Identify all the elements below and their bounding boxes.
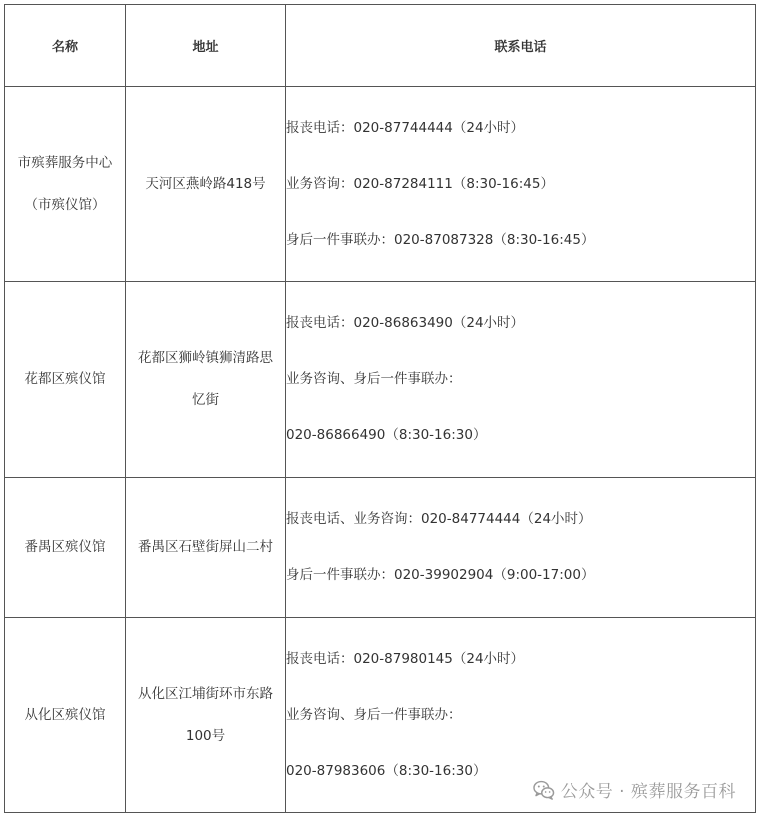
- address-line: 番禺区石壁街屏山二村: [138, 539, 273, 556]
- phone-line: 身后一件事联办：020-39902904（9:00-17:00）: [286, 567, 595, 584]
- address-line: 从化区江埔街环市东路: [138, 685, 273, 702]
- name-line: 市殡葬服务中心: [17, 155, 113, 172]
- address-cell: [126, 477, 286, 617]
- phone-line: 020-86866490（8:30-16:30）: [286, 427, 487, 444]
- table-row: [5, 282, 756, 477]
- table-row: [5, 477, 756, 617]
- address-cell: [126, 282, 286, 477]
- funeral-home-table: [4, 4, 756, 813]
- phone-line: 报丧电话、业务咨询：020-84774444（24小时）: [286, 511, 592, 528]
- phone-line: 业务咨询：020-87284111（8:30-16:45）: [286, 176, 554, 193]
- phone-line: 报丧电话：020-87744444（24小时）: [286, 120, 525, 137]
- header-name: 名称: [5, 5, 126, 87]
- wechat-icon: [533, 780, 555, 800]
- address-cell: [126, 617, 286, 812]
- phone-line: 报丧电话：020-86863490（24小时）: [286, 315, 525, 332]
- name-cell: [5, 477, 126, 617]
- address-line: 100号: [185, 727, 226, 744]
- name-line: 从化区殡仪馆: [24, 706, 106, 723]
- phone-line: 020-87983606（8:30-16:30）: [286, 762, 487, 779]
- table-header-row: [5, 5, 756, 87]
- phone-cell: [286, 87, 756, 282]
- address-line: 忆街: [192, 392, 219, 409]
- address-cell: [126, 87, 286, 282]
- table-row: [5, 87, 756, 282]
- address-line: 天河区燕岭路418号: [145, 176, 266, 193]
- name-cell: [5, 617, 126, 812]
- name-line: 番禺区殡仪馆: [24, 539, 106, 556]
- header-phone: 联系电话: [286, 5, 756, 87]
- phone-cell: [286, 282, 756, 477]
- phone-line: 报丧电话：020-87980145（24小时）: [286, 650, 525, 667]
- name-cell: [5, 87, 126, 282]
- name-cell: [5, 282, 126, 477]
- phone-line: 身后一件事联办：020-87087328（8:30-16:45）: [286, 232, 595, 249]
- phone-line: 业务咨询、身后一件事联办：: [286, 706, 462, 723]
- phone-line: 业务咨询、身后一件事联办：: [286, 371, 462, 388]
- name-line: （市殡仪馆）: [24, 197, 106, 214]
- phone-cell: [286, 477, 756, 617]
- watermark: [533, 777, 736, 802]
- header-address: 地址: [126, 5, 286, 87]
- watermark-text: 公众号 · 殡葬服务百科: [560, 782, 736, 802]
- address-line: 花都区狮岭镇狮清路思: [138, 350, 273, 367]
- name-line: 花都区殡仪馆: [24, 371, 106, 388]
